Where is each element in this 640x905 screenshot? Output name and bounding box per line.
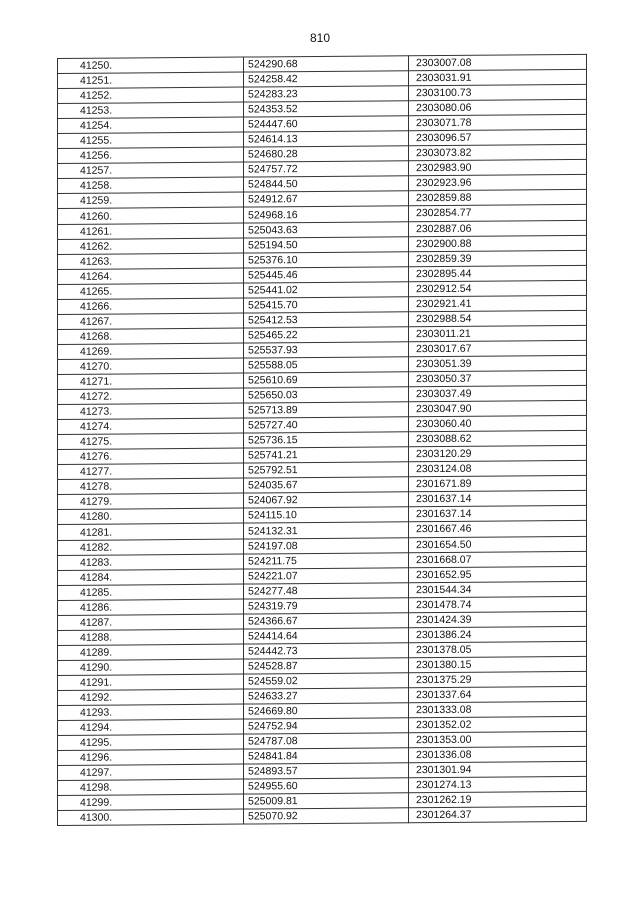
x-coordinate-cell: 525588.05 [244,357,409,373]
point-id-cell: 41261. [58,223,244,240]
y-coordinate-cell: 2301386.24 [409,626,587,642]
point-id-cell: 41254. [58,117,244,134]
y-coordinate-cell: 2303096.57 [409,130,587,146]
x-coordinate-cell: 524447.60 [244,116,409,132]
y-coordinate-cell: 2303071.78 [409,115,587,131]
point-id-cell: 41281. [58,523,244,540]
point-id-cell: 41278. [58,478,244,495]
point-id-cell: 41274. [58,418,244,435]
x-coordinate-cell: 525043.63 [244,221,409,237]
x-coordinate-cell: 525009.81 [244,793,409,809]
x-coordinate-cell: 524221.07 [244,567,409,583]
point-id-cell: 41289. [58,644,244,661]
point-id-cell: 41282. [58,539,244,556]
point-id-cell: 41258. [58,177,244,194]
point-id-cell: 41272. [58,388,244,405]
point-id-cell: 41299. [58,794,244,811]
y-coordinate-cell: 2303047.90 [409,400,587,416]
point-id-cell: 41291. [58,674,244,691]
point-id-cell: 41300. [58,809,244,826]
x-coordinate-cell: 525194.50 [244,236,409,252]
y-coordinate-cell: 2301301.94 [409,762,587,778]
y-coordinate-cell: 2302895.44 [409,265,587,281]
y-coordinate-cell: 2302921.41 [409,295,587,311]
y-coordinate-cell: 2302887.06 [409,220,587,236]
point-id-cell: 41257. [58,162,244,179]
y-coordinate-cell: 2302983.90 [409,160,587,176]
point-id-cell: 41263. [58,253,244,270]
y-coordinate-cell: 2301667.46 [409,521,587,537]
x-coordinate-cell: 524319.79 [244,597,409,613]
point-id-cell: 41294. [58,719,244,736]
x-coordinate-cell: 524528.87 [244,658,409,674]
point-id-cell: 41293. [58,704,244,721]
y-coordinate-cell: 2303124.08 [409,461,587,477]
y-coordinate-cell: 2301478.74 [409,596,587,612]
x-coordinate-cell: 524680.28 [244,146,409,162]
x-coordinate-cell: 525441.02 [244,281,409,297]
point-id-cell: 41253. [58,102,244,119]
x-coordinate-cell: 524669.80 [244,703,409,719]
x-coordinate-cell: 524067.92 [244,492,409,508]
y-coordinate-cell: 2303011.21 [409,325,587,341]
point-id-cell: 41251. [58,72,244,89]
x-coordinate-cell: 525792.51 [244,462,409,478]
point-id-cell: 41284. [58,569,244,586]
point-id-cell: 41268. [58,328,244,345]
point-id-cell: 41288. [58,629,244,646]
y-coordinate-cell: 2301544.34 [409,581,587,597]
x-coordinate-cell: 524211.75 [244,552,409,568]
point-id-cell: 41287. [58,614,244,631]
y-coordinate-cell: 2303100.73 [409,84,587,100]
x-coordinate-cell: 524283.23 [244,86,409,102]
point-id-cell: 41267. [58,313,244,330]
x-coordinate-cell: 525610.69 [244,372,409,388]
point-id-cell: 41297. [58,764,244,781]
x-coordinate-cell: 525376.10 [244,251,409,267]
y-coordinate-cell: 2301264.37 [409,807,587,823]
x-coordinate-cell: 524559.02 [244,673,409,689]
y-coordinate-cell: 2303080.06 [409,99,587,115]
y-coordinate-cell: 2301375.29 [409,671,587,687]
point-id-cell: 41269. [58,343,244,360]
y-coordinate-cell: 2301378.05 [409,641,587,657]
y-coordinate-cell: 2303051.39 [409,355,587,371]
y-coordinate-cell: 2301352.02 [409,716,587,732]
y-coordinate-cell: 2303073.82 [409,145,587,161]
y-coordinate-cell: 2301274.13 [409,777,587,793]
x-coordinate-cell: 524442.73 [244,643,409,659]
x-coordinate-cell: 524633.27 [244,688,409,704]
y-coordinate-cell: 2301652.95 [409,566,587,582]
x-coordinate-cell: 524752.94 [244,718,409,734]
coordinates-table [57,54,587,827]
point-id-cell: 41275. [58,433,244,450]
point-id-cell: 41298. [58,779,244,796]
point-id-cell: 41290. [58,659,244,676]
point-id-cell: 41250. [58,57,244,74]
point-id-cell: 41265. [58,283,244,300]
point-id-cell: 41262. [58,238,244,255]
x-coordinate-cell: 525650.03 [244,387,409,403]
point-id-cell: 41279. [58,493,244,510]
point-id-cell: 41266. [58,298,244,315]
y-coordinate-cell: 2301380.15 [409,656,587,672]
y-coordinate-cell: 2301424.39 [409,611,587,627]
x-coordinate-cell: 525412.53 [244,312,409,328]
point-id-cell: 41283. [58,554,244,571]
point-id-cell: 41264. [58,268,244,285]
point-id-cell: 41295. [58,734,244,751]
point-id-cell: 41256. [58,147,244,164]
x-coordinate-cell: 524614.13 [244,131,409,147]
x-coordinate-cell: 524955.60 [244,778,409,794]
x-coordinate-cell: 525415.70 [244,296,409,312]
point-id-cell: 41271. [58,373,244,390]
y-coordinate-cell: 2303007.08 [409,54,587,70]
x-coordinate-cell: 524115.10 [244,507,409,523]
y-coordinate-cell: 2301262.19 [409,792,587,808]
page-number: 810 [309,31,331,45]
point-id-cell: 41259. [58,192,244,209]
x-coordinate-cell: 525070.92 [244,808,409,824]
y-coordinate-cell: 2301637.14 [409,491,587,507]
y-coordinate-cell: 2303088.62 [409,431,587,447]
x-coordinate-cell: 524258.42 [244,71,409,87]
y-coordinate-cell: 2301337.64 [409,686,587,702]
x-coordinate-cell: 525736.15 [244,432,409,448]
x-coordinate-cell: 524757.72 [244,161,409,177]
y-coordinate-cell: 2303031.91 [409,69,587,85]
x-coordinate-cell: 524841.84 [244,748,409,764]
point-id-cell: 41273. [58,403,244,420]
x-coordinate-cell: 524035.67 [244,477,409,493]
point-id-cell: 41277. [58,463,244,480]
x-coordinate-cell: 524353.52 [244,101,409,117]
x-coordinate-cell: 525727.40 [244,417,409,433]
y-coordinate-cell: 2303050.37 [409,370,587,386]
x-coordinate-cell: 524893.57 [244,763,409,779]
y-coordinate-cell: 2302900.88 [409,235,587,251]
y-coordinate-cell: 2302988.54 [409,310,587,326]
x-coordinate-cell: 524844.50 [244,176,409,192]
point-id-cell: 41276. [58,448,244,465]
x-coordinate-cell: 524787.08 [244,733,409,749]
x-coordinate-cell: 524912.67 [244,191,409,207]
x-coordinate-cell: 524366.67 [244,612,409,628]
point-id-cell: 41260. [58,208,244,225]
y-coordinate-cell: 2301353.00 [409,731,587,747]
x-coordinate-cell: 525465.22 [244,327,409,343]
y-coordinate-cell: 2301671.89 [409,476,587,492]
y-coordinate-cell: 2302859.39 [409,250,587,266]
y-coordinate-cell: 2303060.40 [409,415,587,431]
y-coordinate-cell: 2302854.77 [409,205,587,221]
x-coordinate-cell: 524132.31 [244,522,409,538]
x-coordinate-cell: 524414.64 [244,628,409,644]
x-coordinate-cell: 525537.93 [244,342,409,358]
x-coordinate-cell: 524968.16 [244,206,409,222]
y-coordinate-cell: 2302859.88 [409,190,587,206]
y-coordinate-cell: 2301668.07 [409,551,587,567]
y-coordinate-cell: 2303017.67 [409,340,587,356]
table-row [58,807,587,826]
y-coordinate-cell: 2303037.49 [409,385,587,401]
y-coordinate-cell: 2301637.14 [409,506,587,522]
table-body [58,54,587,826]
point-id-cell: 41286. [58,599,244,616]
point-id-cell: 41255. [58,132,244,149]
point-id-cell: 41252. [58,87,244,104]
y-coordinate-cell: 2302923.96 [409,175,587,191]
x-coordinate-cell: 524290.68 [244,56,409,72]
x-coordinate-cell: 524197.08 [244,537,409,553]
y-coordinate-cell: 2301333.08 [409,701,587,717]
point-id-cell: 41285. [58,584,244,601]
point-id-cell: 41280. [58,508,244,525]
x-coordinate-cell: 524277.48 [244,582,409,598]
point-id-cell: 41292. [58,689,244,706]
x-coordinate-cell: 525713.89 [244,402,409,418]
point-id-cell: 41296. [58,749,244,766]
point-id-cell: 41270. [58,358,244,375]
y-coordinate-cell: 2301654.50 [409,536,587,552]
y-coordinate-cell: 2302912.54 [409,280,587,296]
x-coordinate-cell: 525741.21 [244,447,409,463]
y-coordinate-cell: 2303120.29 [409,446,587,462]
x-coordinate-cell: 525445.46 [244,266,409,282]
y-coordinate-cell: 2301336.08 [409,746,587,762]
